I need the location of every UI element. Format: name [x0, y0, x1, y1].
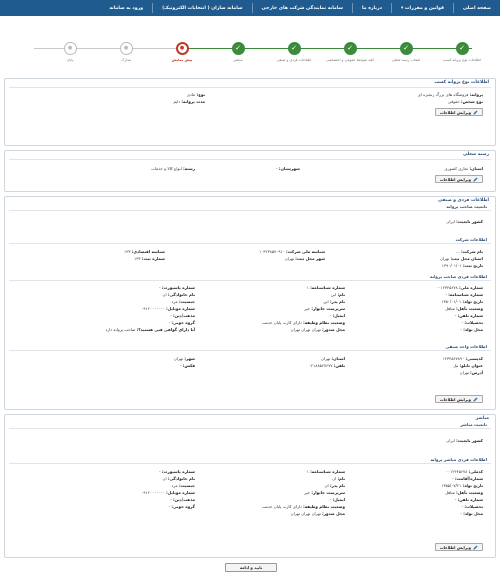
agent-field: شماره موبایل: ۰۹۱۲۰۰۰۰۰۰۰: [141, 490, 195, 495]
company-reg-city-field: شهر محل ثبت: تهران: [284, 256, 325, 261]
nav-laws-menu[interactable]: قوانین و مقررات ▾: [401, 5, 445, 11]
category-panel: [4, 150, 496, 192]
pencil-icon: [473, 545, 478, 550]
kind-field: نوع: عادی: [186, 92, 205, 97]
pencil-icon: [473, 397, 478, 402]
unit-fax-field: فکس: -: [180, 363, 195, 368]
owner-subtitle: اطلاعات فردی صاحب پروانه: [430, 274, 487, 279]
pencil-icon: [473, 177, 478, 182]
panel-title: اطلاعات فردی و صنفی: [438, 198, 489, 203]
agent-field: شماره تلفن: -: [454, 497, 483, 502]
duration-field: مدت پروانه: دایم: [173, 99, 205, 104]
owner-field: وضعیت تأهل: متاهل: [445, 306, 483, 311]
button-label: ویرایش اطلاعات: [439, 396, 471, 402]
postal-code-field: کدپستی: ۱۲۳۴۵۶۷۸۹۰: [442, 356, 483, 361]
agent-field: وضعیت تأهل: متاهل: [445, 490, 483, 495]
owner-field: نام پدر: ابن: [323, 299, 345, 304]
check-icon: ✓: [456, 42, 469, 55]
owner-field: شماره موبایل: ۰۹۱۲۰۰۰۰۰۰۰: [141, 306, 195, 311]
edit-personal-info-button[interactable]: [435, 395, 483, 403]
agent-panel: [4, 414, 496, 558]
agent-field: نام: ان: [332, 476, 345, 481]
nav-separator: [252, 3, 253, 13]
step-label: اطلاعات فردی و صنفی: [276, 58, 312, 62]
company-reg-province-field: استان محل ثبت: تهران: [439, 256, 483, 261]
edit-agent-button[interactable]: [435, 543, 483, 551]
divider: [9, 159, 491, 160]
nav-home[interactable]: صفحه اصلی: [463, 5, 491, 11]
unit-phone-field: تلفن: ۰۲۱۸۸۵۶۷۶۷۷: [308, 363, 345, 368]
agent-field: گروه خونی: -: [168, 504, 195, 509]
agent-field: تاریخ تولد: ۱۳۵۵/۰۷/۲۱: [441, 483, 483, 488]
step-label: پایان: [66, 58, 74, 62]
step-label: مباشر: [233, 58, 243, 62]
nav-separator: [391, 3, 392, 13]
check-icon: ✓: [232, 42, 245, 55]
step-label: اطلاعات نوع پروانه کسب: [442, 58, 482, 62]
agent-field: ایمیل: -: [329, 497, 345, 502]
owner-field: نام خانوادگی: ان: [162, 292, 195, 297]
agent-field: مذهب/دین: -: [170, 497, 195, 502]
divider: [9, 280, 491, 281]
panel-title: رسته شغلی: [463, 152, 489, 157]
check-icon: ✓: [288, 42, 301, 55]
divider: [9, 463, 491, 464]
agent-info-subtitle: اطلاعات فردی مباشر پروانه: [430, 457, 487, 462]
agent-country-field: کشور تابعیت: ایران: [446, 438, 483, 443]
step-finish: [42, 42, 98, 62]
nav-election-system[interactable]: سامانه سازان ( انتخابات الکترونیک): [162, 5, 243, 11]
owner-field: وضعیت نظام وظیفه: دارای کارت پایان خدمت: [261, 320, 345, 325]
agent-field: محل تولد: -: [460, 511, 483, 516]
company-subtitle: اطلاعات شرکت: [455, 237, 487, 242]
owner-field: مذهب/دین: -: [170, 313, 195, 318]
owner-field: جنسیت: مرد: [171, 299, 195, 304]
pending-step-icon: ●: [64, 42, 77, 55]
personal-info-panel: [4, 196, 496, 410]
confirm-continue-button[interactable]: تایید و ادامه: [225, 563, 277, 572]
owner-field: گروه خونی: -: [168, 320, 195, 325]
step-preview[interactable]: [154, 42, 210, 62]
step-personal-info[interactable]: [266, 42, 322, 62]
panel-title: مباشر: [475, 416, 489, 421]
agent-field: محل صدور: تهران تهران تهران: [290, 511, 345, 516]
panel-title: اطلاعات نوع پروانه کسب: [434, 80, 489, 85]
unit-city-field: شهر: تهران: [173, 356, 195, 361]
owner-field: شماره تلفن: -: [454, 313, 483, 318]
owner-field: شماره شناسنامه: ۱: [306, 285, 345, 290]
edit-license-type-button[interactable]: [435, 108, 483, 116]
company-name-field: نام شرکت: ...: [455, 249, 483, 254]
owner-field: محل تولد: -: [460, 327, 483, 332]
edit-category-button[interactable]: [435, 175, 483, 183]
owner-field: ایمیل: -: [329, 313, 345, 318]
agent-field: شماره شناسنامه: ۱: [306, 469, 345, 474]
owner-field: سرپرست خانوار: خیر: [304, 306, 345, 311]
step-label: مدارک: [121, 58, 131, 62]
unit-name-field: عنوان تابلو: نیل: [453, 363, 483, 368]
button-label: ویرایش اطلاعات: [439, 544, 471, 550]
owner-field: آیا دارای گواهی فنی هستید؟: صاحب پروانه دارد: [105, 327, 195, 332]
owner-field: تاریخ تولد: ۱۳۵۰/۰۱/۰۱: [441, 299, 483, 304]
unit-province-field: استان: تهران: [321, 356, 345, 361]
divider: [9, 428, 491, 429]
agent-field: نام پدر: ان: [324, 483, 345, 488]
unit-subtitle: اطلاعات واحد صنفی: [445, 344, 487, 349]
nationality-subtitle: تابعیت صاحب پروانه: [446, 204, 487, 209]
owner-field: محل صدور: تهران تهران تهران: [290, 327, 345, 332]
owner-field: نام: ابن: [330, 292, 345, 297]
check-icon: ✓: [400, 42, 413, 55]
agent-field: جنسیت: مرد: [171, 483, 195, 488]
country-field: کشور تابعیت: ایران: [446, 219, 483, 224]
nav-login[interactable]: ورود به سامانه: [109, 5, 144, 11]
agent-nationality-subtitle: تابعیت مباشر: [460, 422, 487, 427]
agent-field: تحصیلات: -: [461, 504, 483, 509]
divider: [9, 210, 491, 211]
owner-field: شماره پاسپورت: -: [159, 285, 195, 290]
agent-field: وضعیت نظام وظیفه: دارای کارت پایان خدمت: [261, 504, 345, 509]
city-field: شهرستان: -: [276, 166, 300, 171]
agent-field: نام خانوادگی: ان: [162, 476, 195, 481]
step-label: کلید ضوابط عمومی و اختصاصی: [325, 58, 375, 62]
agent-field: شماره پاسپورت: -: [159, 469, 195, 474]
top-navigation-bar: [0, 0, 500, 16]
company-nid-field: شناسه ملی شرکت: ۱۰۳۲۳۸۵۷۰۹۱۰: [258, 249, 325, 254]
agent-field: کدملی: ۰۰۱۲۳۴۵۶۷۸: [445, 469, 483, 474]
wizard-stepper: [0, 17, 500, 75]
nav-foreign-companies[interactable]: سامانه نمایندگی شرکت های خارجی: [261, 5, 344, 11]
company-reg-no-field: شماره ثبت: ۱۳۳: [134, 256, 165, 261]
divider: [9, 243, 491, 244]
nav-separator: [453, 3, 454, 13]
button-label: ویرایش اطلاعات: [439, 109, 471, 115]
step-category[interactable]: [378, 42, 434, 62]
category-field: رسته: انواع کالا و خدمات: [151, 166, 195, 171]
agent-field: شماره/آقامت: -: [452, 476, 483, 481]
license-type-panel: [4, 78, 496, 146]
button-label: ویرایش اطلاعات: [439, 176, 471, 182]
divider: [9, 87, 491, 88]
check-icon: ✓: [344, 42, 357, 55]
current-step-icon: ●: [176, 42, 189, 55]
pencil-icon: [473, 110, 478, 115]
step-label: انتخاب رسته شغلی: [391, 58, 421, 62]
divider: [9, 350, 491, 351]
province-field: استان: تجاری کشوری: [444, 166, 483, 171]
step-label: پیش نمایش: [171, 58, 193, 62]
step-license-type[interactable]: [434, 42, 490, 62]
owner-field: شماره شناسنامه: -: [445, 292, 483, 297]
agent-field: سرپرست خانوار: خیر: [304, 490, 345, 495]
owner-field: تحصیلات: -: [461, 320, 483, 325]
address-field: آدرس: تهران: [459, 370, 483, 375]
step-agent[interactable]: [210, 42, 266, 62]
nav-separator: [352, 3, 353, 13]
person-type-field: نوع شخص: حقوقی: [447, 99, 483, 104]
owner-field: شماره ملی: ۰۰۱۲۳۴۵۶۷۸: [436, 285, 483, 290]
pending-step-icon: ●: [120, 42, 133, 55]
company-econ-field: شناسه اقتصادی: ۱۳۳: [124, 249, 165, 254]
company-reg-date-field: تاریخ ثبت: ۱۳۹۰/۰۱/۰۱: [441, 263, 483, 268]
license-field: پروانه: فروشگاه های بزرگ زنجیره ای: [417, 92, 483, 97]
step-documents: [98, 42, 154, 62]
nav-separator: [152, 3, 153, 13]
step-rules[interactable]: [322, 42, 378, 62]
nav-about[interactable]: درباره ما: [362, 5, 383, 11]
